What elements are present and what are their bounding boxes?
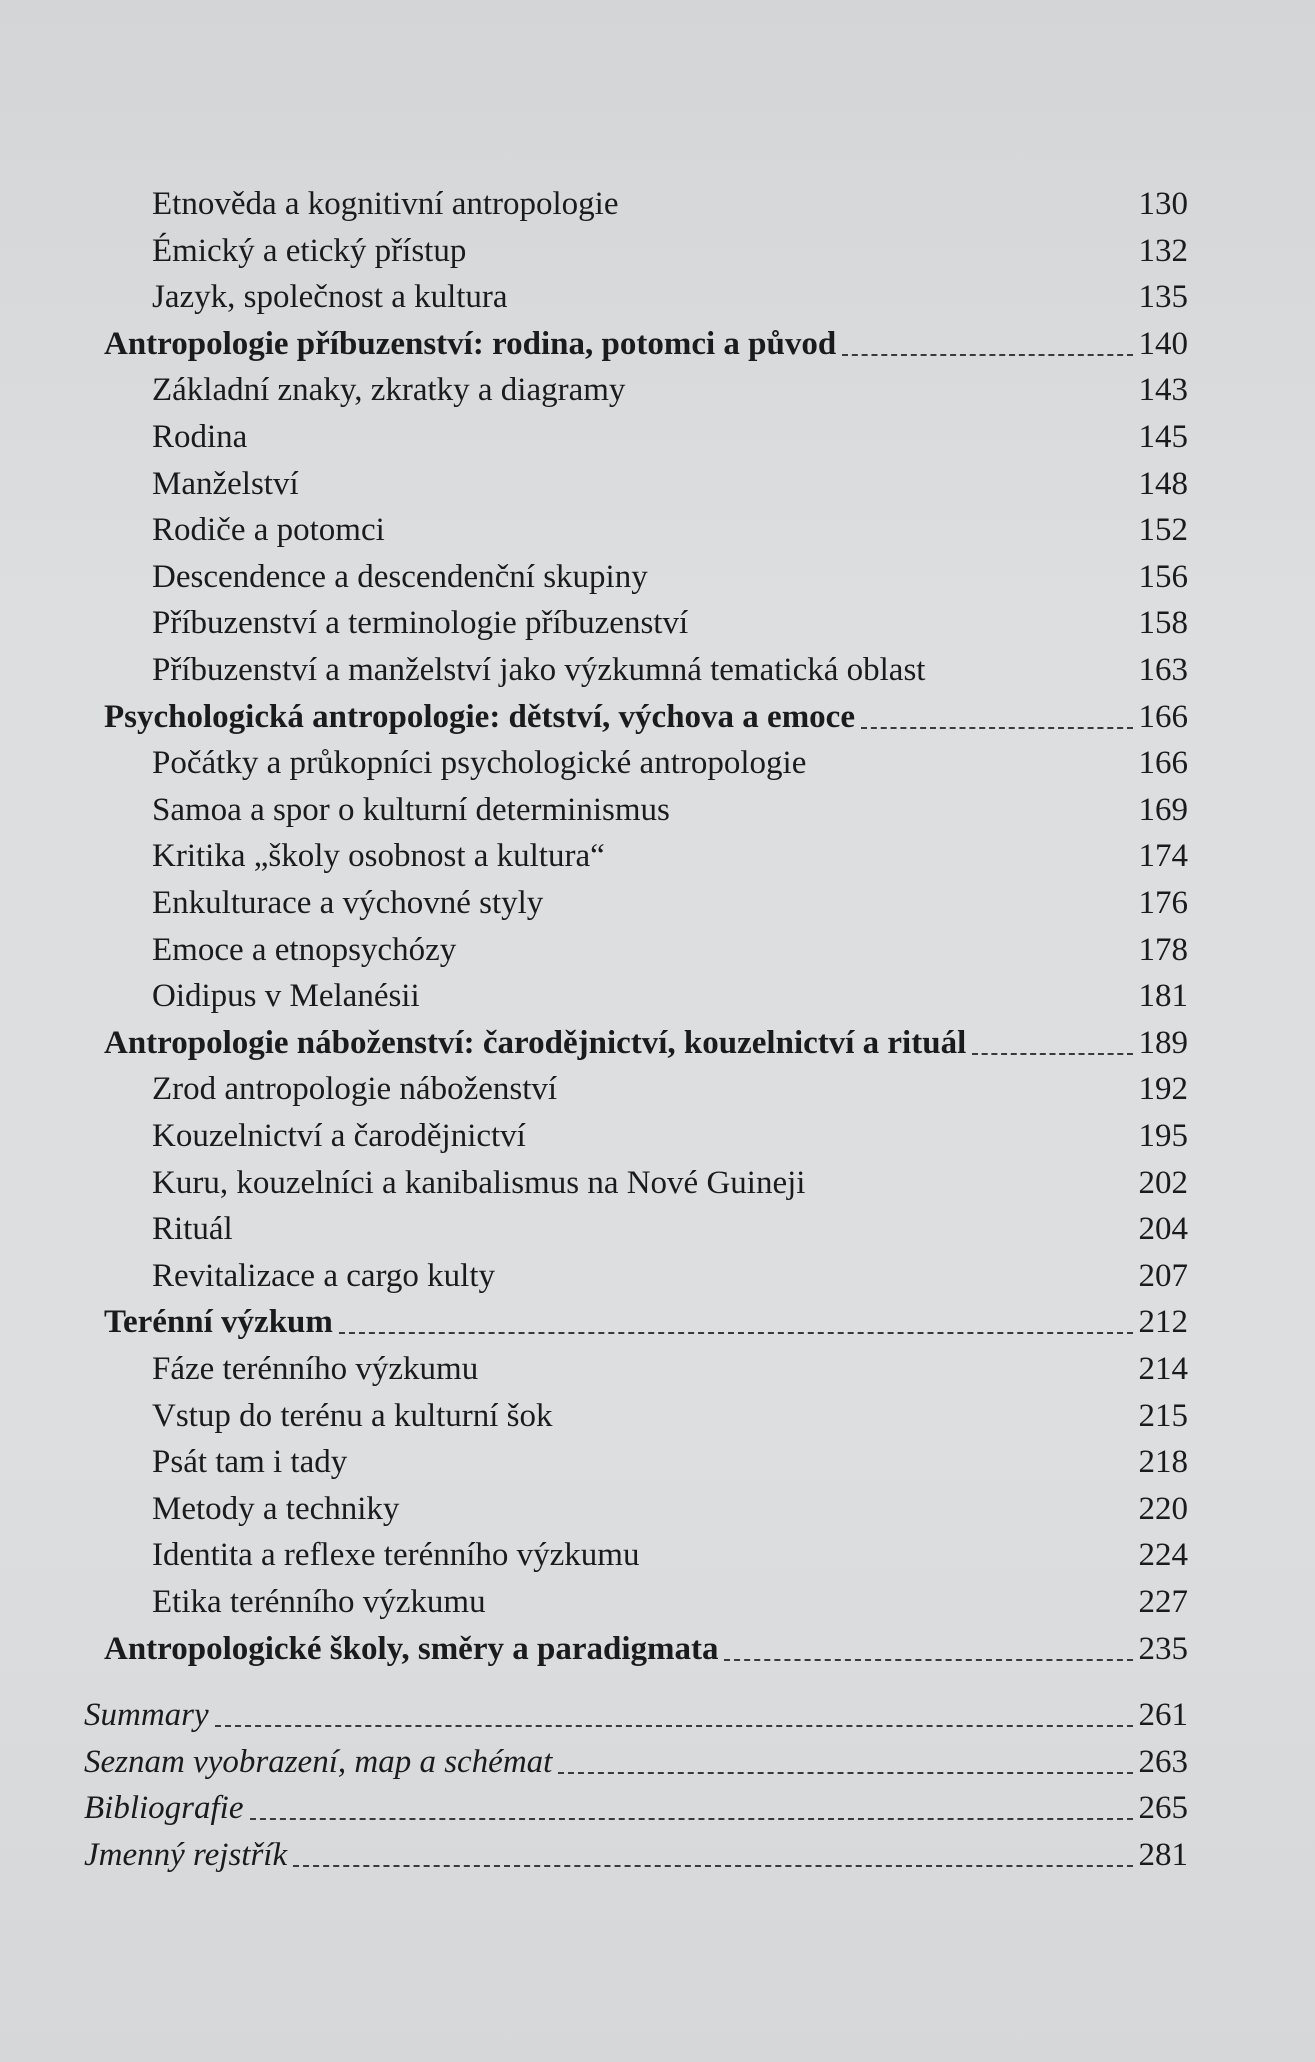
chapter-title: Antropologické školy, směry a paradigmata [104,1630,719,1667]
section-row [152,931,1188,968]
page-number: 169 [1138,791,1188,828]
section-title: Psát tam i tady [152,1444,348,1481]
chapter-row [104,1024,1188,1061]
chapter-row [104,1306,1188,1339]
section-title: Etika terénního výzkumu [152,1584,486,1620]
dot-leader [293,1865,1132,1867]
section-row [152,188,1188,221]
section-title: Kouzelnictví a čarodějnictví [152,1118,526,1154]
page-number: 220 [1138,1490,1188,1527]
page-number: 158 [1138,605,1188,642]
back-matter-title: Seznam vyobrazení, map a schémat [84,1743,553,1780]
page-number: 192 [1138,1071,1188,1108]
page-number: 152 [1138,512,1188,549]
section-row [152,654,1188,687]
section-title: Jazyk, společnost a kultura [152,279,508,316]
section-title: Manželství [152,465,299,502]
dot-leader [972,1053,1132,1055]
section-row [152,281,1188,314]
section-title: Příbuzenství a terminologie příbuzenství [152,605,689,642]
section-title: Enkulturace a výchovné styly [152,885,544,921]
page-number: 156 [1138,558,1188,595]
section-title: Kritika „školy osobnost a kultura“ [152,838,605,875]
section-row [152,607,1188,640]
page-number: 215 [1138,1397,1188,1434]
section-title: Samoa a spor o kulturní determinismus [152,791,670,828]
page-number: 261 [1138,1697,1188,1734]
page-number: 218 [1138,1444,1188,1481]
dot-leader [724,1659,1132,1661]
page-number: 174 [1138,838,1188,875]
dot-leader [250,1818,1133,1820]
section-title: Etnověda a kognitivní antropologie [152,186,619,222]
back-matter-title: Jmenný rejstřík [84,1837,288,1873]
section-title: Fáze terénního výzkumu [152,1351,479,1387]
back-matter-title: Summary [84,1697,209,1734]
section-title: Revitalizace a cargo kulty [152,1257,495,1294]
section-title: Základní znaky, zkratky a diagramy [152,372,626,409]
section-row [152,1213,1188,1246]
page-number: 163 [1138,652,1188,688]
section-title: Emoce a etnopsychózy [152,931,457,968]
back-matter-row [84,1839,1188,1872]
section-row [152,1446,1188,1479]
section-row [152,1490,1188,1527]
page-number: 181 [1138,978,1188,1015]
page-number: 214 [1138,1351,1188,1387]
page-number: 166 [1138,698,1188,735]
page-number: 195 [1138,1118,1188,1154]
page-number: 143 [1138,372,1188,409]
section-row [152,840,1188,873]
page-number: 207 [1138,1257,1188,1294]
section-title: Identita a reflexe terénního výzkumu [152,1537,640,1574]
section-row [152,887,1188,920]
section-title: Metody a techniky [152,1490,400,1527]
section-row [152,374,1188,407]
section-title: Zrod antropologie náboženství [152,1071,558,1108]
chapter-row [104,1630,1188,1667]
section-row [152,980,1188,1013]
section-title: Vstup do terénu a kulturní šok [152,1397,553,1434]
chapter-row [104,325,1188,362]
section-row [152,232,1188,269]
page-number: 140 [1138,325,1188,362]
chapter-title: Antropologie náboženství: čarodějnictví, kouzelnictví a rituál [104,1024,967,1061]
page-number: 145 [1138,419,1188,455]
page-number: 166 [1138,745,1188,782]
section-row [152,465,1188,502]
dot-leader [861,727,1133,729]
page-number: 176 [1138,885,1188,921]
section-title: Descendence a descendenční skupiny [152,558,648,595]
page-number: 132 [1138,232,1188,269]
page-number: 227 [1138,1584,1188,1620]
section-row [152,791,1188,828]
dot-leader [842,354,1132,356]
page-number: 204 [1138,1211,1188,1248]
page-number: 178 [1138,931,1188,968]
page-number: 189 [1138,1024,1188,1061]
section-row [152,1539,1188,1572]
page-number: 135 [1138,279,1188,316]
section-title: Rodiče a potomci [152,512,385,549]
section-row [152,421,1188,454]
section-row [152,1120,1188,1153]
page-number: 202 [1138,1164,1188,1201]
section-row [152,747,1188,780]
dot-leader [339,1332,1133,1334]
section-title: Rituál [152,1211,233,1248]
back-matter-row [84,1743,1188,1780]
back-matter-row [84,1699,1188,1732]
section-title: Počátky a průkopníci psychologické antropologie [152,745,807,782]
page-number: 265 [1138,1790,1188,1827]
page-number: 212 [1138,1304,1188,1341]
section-row [152,558,1188,595]
page-number: 281 [1138,1837,1188,1873]
back-matter-row [84,1792,1188,1825]
section-title: Émický a etický přístup [152,232,467,269]
section-row [152,1586,1188,1619]
back-matter-title: Bibliografie [84,1790,244,1827]
section-row [152,1353,1188,1386]
section-row [152,1164,1188,1201]
dot-leader [558,1772,1132,1774]
section-row [152,1397,1188,1434]
section-title: Kuru, kouzelníci a kanibalismus na Nové Guineji [152,1164,806,1201]
page-number: 263 [1138,1743,1188,1780]
section-row [152,1073,1188,1106]
section-row [152,1257,1188,1294]
page-number: 235 [1138,1630,1188,1667]
section-title: Rodina [152,419,248,455]
chapter-row [104,698,1188,735]
section-title: Oidipus v Melanésii [152,978,420,1015]
page-number: 224 [1138,1537,1188,1574]
chapter-title: Terénní výzkum [104,1304,333,1341]
chapter-title: Psychologická antropologie: dětství, výchova a emoce [104,698,855,735]
dot-leader [215,1725,1133,1727]
section-row [152,514,1188,547]
page-number: 130 [1138,186,1188,222]
section-title: Příbuzenství a manželství jako výzkumná tematická oblast [152,652,926,688]
chapter-title: Antropologie příbuzenství: rodina, potomci a původ [104,325,837,362]
page-number: 148 [1138,465,1188,502]
